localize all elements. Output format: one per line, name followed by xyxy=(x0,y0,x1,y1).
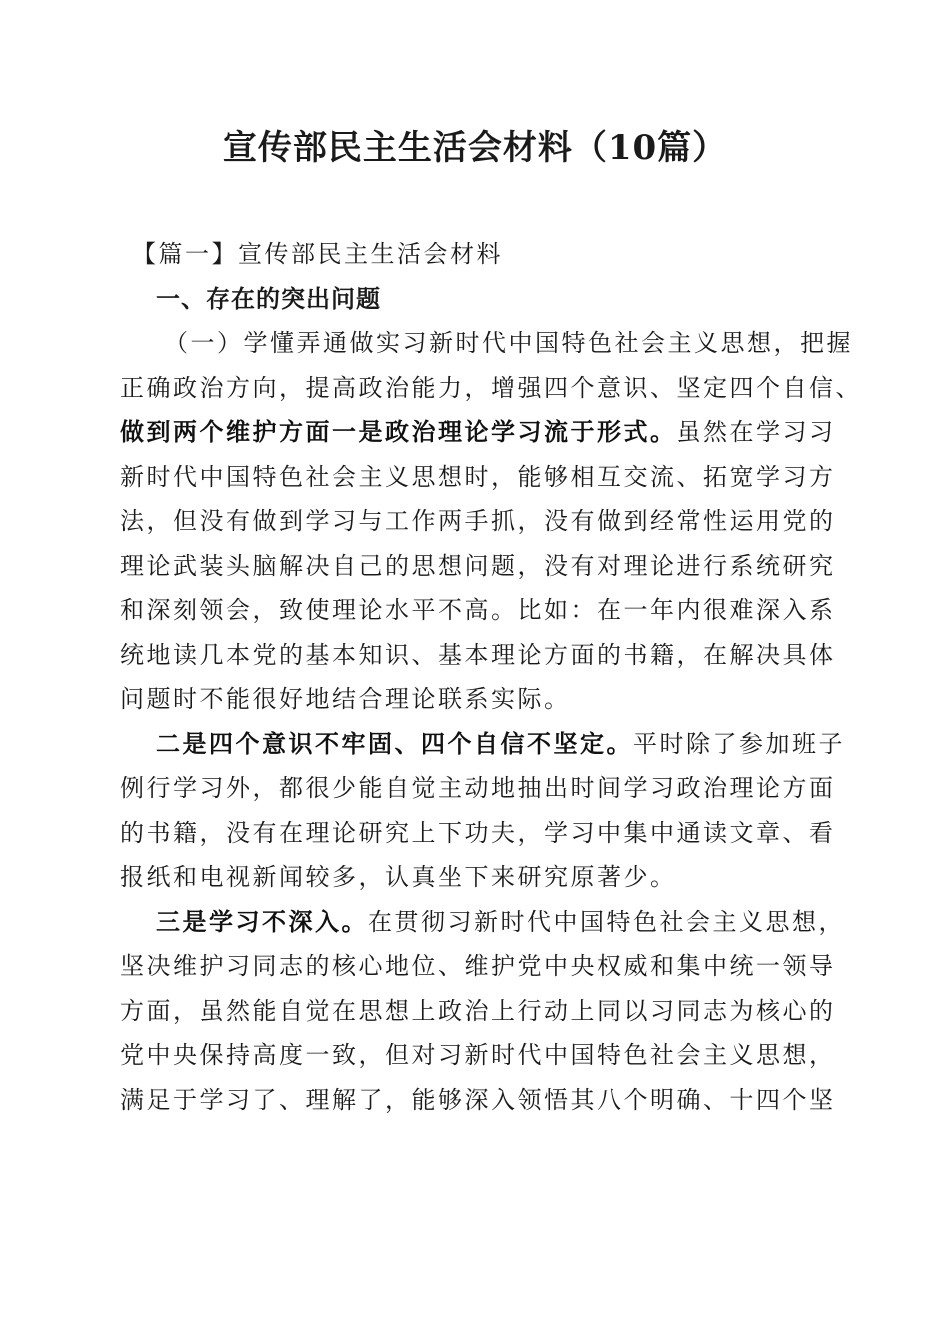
paragraph-line: 和深刻领会，致使理论水平不高。比如：在一年内很难深入系 xyxy=(120,596,836,624)
paragraph-line: （一）学懂弄通做实习新时代中国特色社会主义思想，把握 xyxy=(164,329,853,357)
paragraph-text: 在贯彻习新时代中国特色社会主义思想， xyxy=(368,907,845,936)
paragraph-line: 的书籍，没有在理论研究上下功夫，学习中集中通读文章、看 xyxy=(120,818,836,847)
paragraph-item1 xyxy=(120,321,862,722)
paragraph-line xyxy=(120,900,845,945)
paragraph-line: 报纸和电视新闻较多，认真坐下来研究原著少。 xyxy=(120,863,677,891)
paragraph-line: 统地读几本党的基本知识、基本理论方面的书籍，在解决具体 xyxy=(120,640,836,669)
paragraph-line: 满足于学习了、理解了，能够深入领悟其八个明确、十四个坚 xyxy=(120,1085,836,1114)
paragraph-line: 理论武装头脑解决自己的思想问题，没有对理论进行系统研究 xyxy=(120,551,836,580)
part-heading: 一、存在的突出问题 xyxy=(156,284,381,313)
paragraph-line: 党中央保持高度一致，但对习新时代中国特色社会主义思想， xyxy=(120,1041,836,1069)
paragraph-text: 平时除了参加班子 xyxy=(633,729,845,758)
paragraph-line: 例行学习外，都很少能自觉主动地抽出时间学习政治理论方面 xyxy=(120,774,836,802)
document-body xyxy=(120,232,862,1122)
paragraph-line: 问题时不能很好地结合理论联系实际。 xyxy=(120,685,571,713)
document-title: 宣传部民主生活会材料（10篇） xyxy=(222,128,728,168)
paragraph-line: 坚决维护习同志的核心地位、维护党中央权威和集中统一领导 xyxy=(120,952,836,980)
emphasis-text: 三是学习不深入。 xyxy=(156,906,368,936)
paragraph-line xyxy=(120,722,845,767)
paragraph-line: 新时代中国特色社会主义思想时，能够相互交流、拓宽学习方 xyxy=(120,462,836,491)
paragraph-text: 虽然在学习习 xyxy=(676,418,836,446)
paragraph-line: 方面，虽然能自觉在思想上政治上行动上同以习同志为核心的 xyxy=(120,996,836,1025)
paragraph-item2 xyxy=(120,722,845,900)
paragraph-line: 法，但没有做到学习与工作两手抓，没有做到经常性运用党的 xyxy=(120,507,836,535)
emphasis-text: 二是四个意识不牢固、四个自信不坚定。 xyxy=(156,728,633,758)
paragraph-line xyxy=(120,410,836,455)
emphasis-text: 做到两个维护方面一是政治理论学习流于形式。 xyxy=(120,417,677,446)
section-heading: 【篇一】宣传部民主生活会材料 xyxy=(132,240,503,268)
paragraph-item3 xyxy=(120,900,845,1123)
paragraph-line: 正确政治方向，提高政治能力，增强四个意识、坚定四个自信、 xyxy=(120,373,862,402)
